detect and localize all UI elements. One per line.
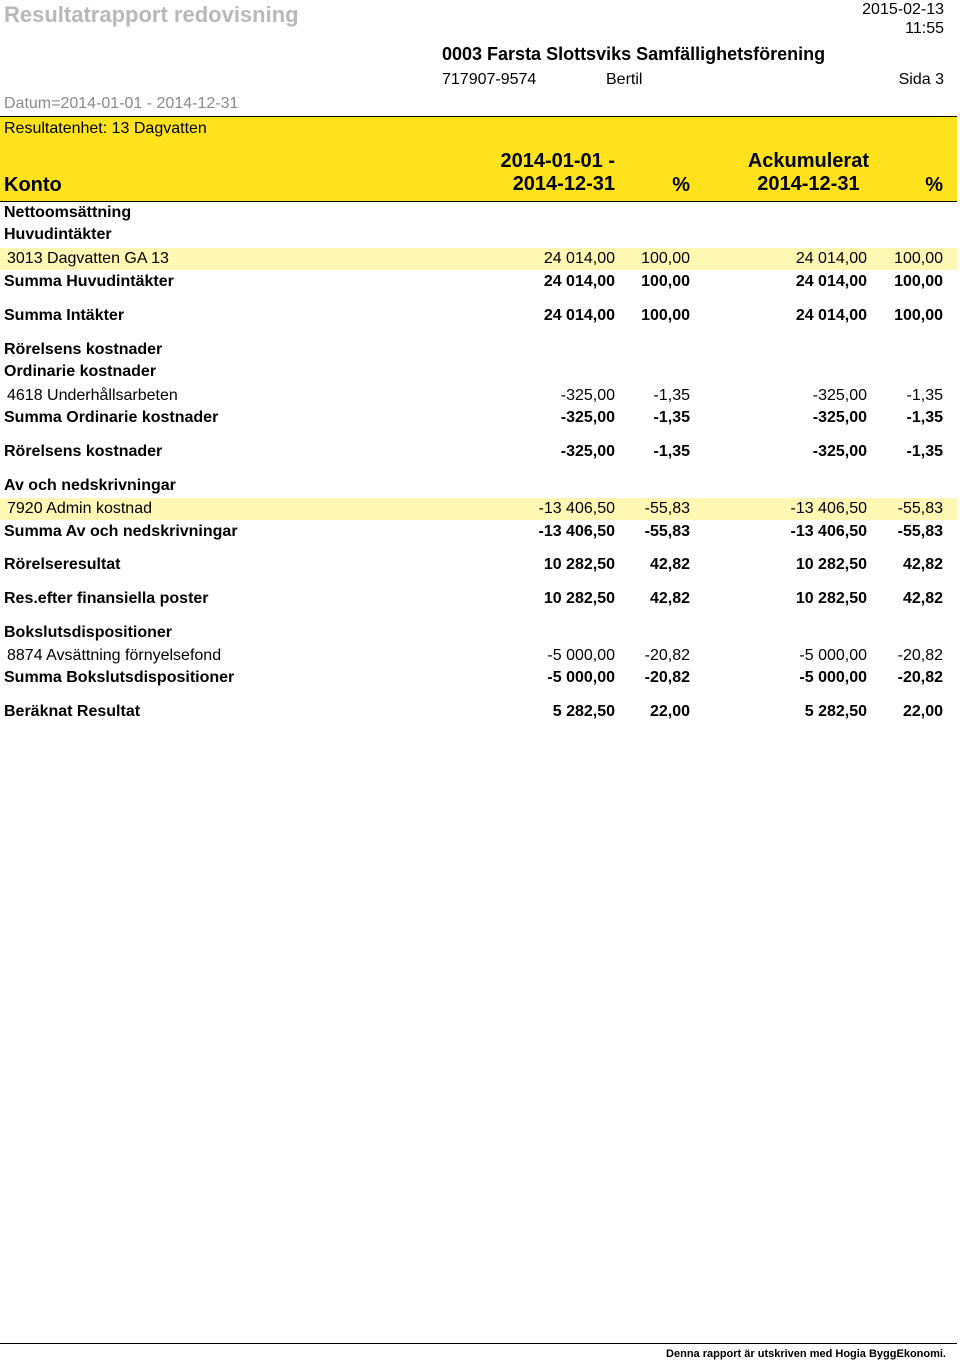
section-heading <box>0 202 957 224</box>
period-amount: -325,00 <box>560 443 615 460</box>
column-header-period <box>500 150 615 196</box>
accumulated-amount: 24 014,00 <box>795 273 867 290</box>
accumulated-percent: -55,83 <box>897 523 943 540</box>
period-percent: -1,35 <box>653 409 690 426</box>
period-amount: 10 282,50 <box>543 556 615 573</box>
footer-divider <box>0 1343 957 1344</box>
column-header-period-start: 2014-01-01 - <box>500 150 615 172</box>
period-amount: -5 000,00 <box>547 647 615 664</box>
print-datetime <box>862 0 944 38</box>
account-row <box>0 385 957 407</box>
accumulated-percent: 42,82 <box>902 556 943 573</box>
period-percent: 22,00 <box>649 703 690 720</box>
accumulated-amount: 10 282,50 <box>795 590 867 607</box>
accumulated-amount: -325,00 <box>812 387 867 404</box>
period-percent: 42,82 <box>649 590 690 607</box>
row-label: 8874 Avsättning förnyelsefond <box>7 647 222 664</box>
row-label: Rörelseresultat <box>4 556 121 573</box>
row-label: 7920 Admin kostnad <box>7 500 152 517</box>
accumulated-percent: -20,82 <box>897 669 943 686</box>
period-amount: -325,00 <box>560 387 615 404</box>
section-heading <box>0 361 957 383</box>
row-label: Res.efter finansiella poster <box>4 590 209 607</box>
row-label: Summa Ordinarie kostnader <box>4 409 219 426</box>
row-label: Beräknat Resultat <box>4 703 141 720</box>
column-header-konto: Konto <box>4 174 62 196</box>
accumulated-percent: -1,35 <box>906 409 943 426</box>
organization-name: 0003 Farsta Slottsviks Samfällighetsförening <box>442 44 826 64</box>
accumulated-amount: -13 406,50 <box>790 500 867 517</box>
page-number: Sida 3 <box>898 71 944 88</box>
column-header-period-end: 2014-12-31 <box>512 173 615 195</box>
subtotal-row <box>0 667 957 689</box>
accumulated-percent: 100,00 <box>894 307 943 324</box>
row-label: Summa Av och nedskrivningar <box>4 523 238 540</box>
row-label: Nettoomsättning <box>4 204 132 221</box>
accumulated-amount: -5 000,00 <box>799 647 867 664</box>
period-percent: -55,83 <box>644 523 690 540</box>
row-label: Rörelsens kostnader <box>4 341 163 358</box>
accumulated-percent: -1,35 <box>906 387 943 404</box>
column-header-accumulated-date: 2014-12-31 <box>757 173 860 195</box>
result-row <box>0 701 957 723</box>
period-amount: -13 406,50 <box>538 523 615 540</box>
accumulated-amount: -5 000,00 <box>799 669 867 686</box>
header-divider <box>0 116 957 117</box>
result-unit: Resultatenhet: 13 Dagvatten <box>4 120 207 137</box>
accumulated-percent: 22,00 <box>902 703 943 720</box>
period-amount: 5 282,50 <box>552 703 615 720</box>
section-heading <box>0 339 957 361</box>
account-row <box>0 498 957 520</box>
period-amount: -325,00 <box>560 409 615 426</box>
row-label: Summa Bokslutsdispositioner <box>4 669 235 686</box>
accumulated-percent: 42,82 <box>902 590 943 607</box>
period-amount: 10 282,50 <box>543 590 615 607</box>
row-label: Summa Intäkter <box>4 307 125 324</box>
date-period: Datum=2014-01-01 - 2014-12-31 <box>4 95 239 112</box>
period-percent: 100,00 <box>641 250 690 267</box>
column-header-percent: % <box>672 174 690 196</box>
row-label: Rörelsens kostnader <box>4 443 163 460</box>
row-label: 3013 Dagvatten GA 13 <box>7 250 169 267</box>
accumulated-percent: -1,35 <box>906 443 943 460</box>
period-amount: 24 014,00 <box>543 273 615 290</box>
column-header-accumulated-title: Ackumulerat <box>747 150 869 172</box>
row-label: Ordinarie kostnader <box>4 363 157 380</box>
total-row <box>0 441 957 463</box>
period-percent: -20,82 <box>644 669 690 686</box>
row-label: 4618 Underhållsarbeten <box>7 387 178 404</box>
period-percent: -55,83 <box>644 500 690 517</box>
total-row <box>0 554 957 576</box>
period-amount: -5 000,00 <box>547 669 615 686</box>
subtotal-row <box>0 407 957 429</box>
period-percent: -1,35 <box>653 387 690 404</box>
footer-note: Denna rapport är utskriven med Hogia ByggEkonomi. <box>666 1348 946 1360</box>
accumulated-amount: 24 014,00 <box>795 307 867 324</box>
print-time: 11:55 <box>905 20 944 37</box>
column-header-accumulated-percent: % <box>925 174 943 196</box>
accumulated-amount: 24 014,00 <box>795 250 867 267</box>
report-title: Resultatrapport redovisning <box>4 2 299 27</box>
section-heading <box>0 475 957 497</box>
total-row <box>0 305 957 327</box>
column-header-accumulated <box>748 150 869 196</box>
period-percent: -1,35 <box>653 443 690 460</box>
accumulated-percent: -20,82 <box>897 647 943 664</box>
print-date: 2015-02-13 <box>862 1 944 18</box>
section-heading <box>0 224 957 246</box>
period-amount: 24 014,00 <box>543 250 615 267</box>
organization-number: 717907-9574 <box>442 71 537 88</box>
period-amount: -13 406,50 <box>538 500 615 517</box>
account-row <box>0 645 957 667</box>
accumulated-amount: 5 282,50 <box>804 703 867 720</box>
period-percent: 100,00 <box>641 307 690 324</box>
row-label: Huvudintäkter <box>4 226 112 243</box>
period-percent: -20,82 <box>644 647 690 664</box>
accumulated-percent: 100,00 <box>894 250 943 267</box>
row-label: Av och nedskrivningar <box>4 477 176 494</box>
accumulated-amount: -13 406,50 <box>790 523 867 540</box>
row-label: Summa Huvudintäkter <box>4 273 174 290</box>
accumulated-percent: -55,83 <box>897 500 943 517</box>
account-row <box>0 248 957 270</box>
period-percent: 42,82 <box>649 556 690 573</box>
accumulated-amount: -325,00 <box>812 409 867 426</box>
accumulated-percent: 100,00 <box>894 273 943 290</box>
period-percent: 100,00 <box>641 273 690 290</box>
user-name: Bertil <box>606 71 643 88</box>
subtotal-row <box>0 271 957 293</box>
total-row <box>0 588 957 610</box>
accumulated-amount: -325,00 <box>812 443 867 460</box>
column-header-band <box>0 117 957 202</box>
subtotal-row <box>0 521 957 543</box>
period-amount: 24 014,00 <box>543 307 615 324</box>
row-label: Bokslutsdispositioner <box>4 624 173 641</box>
accumulated-amount: 10 282,50 <box>795 556 867 573</box>
section-heading <box>0 622 957 644</box>
